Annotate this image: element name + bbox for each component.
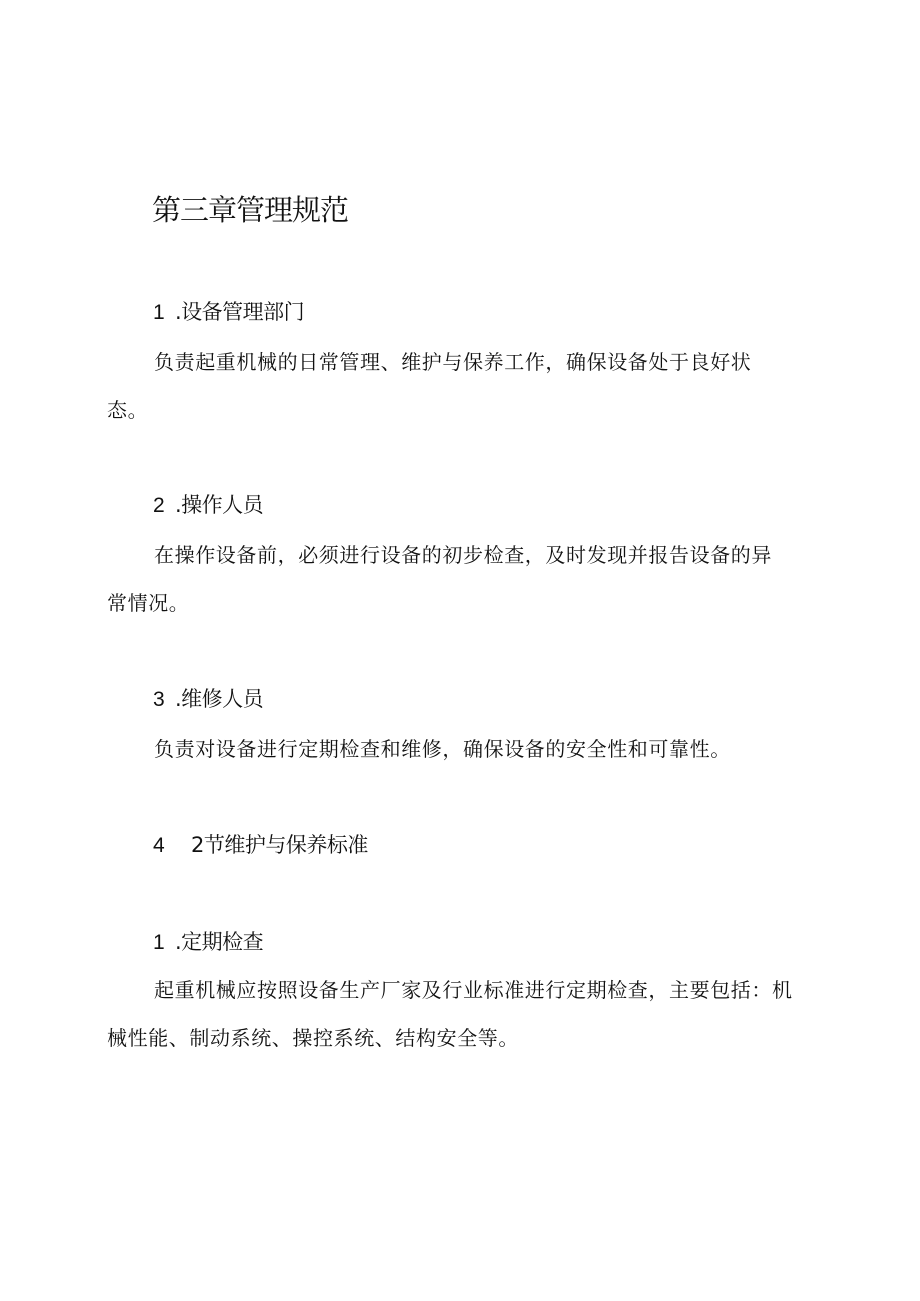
paragraph-line: 常情况。 [107, 591, 190, 615]
paragraph-line: 负责起重机械的日常管理、维护与保养工作，确保设备处于良好状 [154, 350, 752, 374]
section-heading-equipment-dept [153, 296, 304, 326]
section-heading-operators [153, 489, 263, 519]
section-title: .设备管理部门 [175, 300, 305, 324]
paragraph-line: 械性能、制动系统、操控系统、结构安全等。 [107, 1026, 519, 1050]
section-heading-periodic-inspection [153, 926, 263, 956]
paragraph-line: 负责对设备进行定期检查和维修，确保设备的安全性和可靠性。 [154, 737, 731, 761]
paragraph-line: 态。 [107, 398, 149, 422]
subchapter-title: 2节维护与保养标准 [191, 833, 368, 857]
subchapter-heading [153, 829, 368, 859]
section-title: .操作人员 [175, 493, 264, 517]
subchapter-number: 4 [153, 834, 165, 857]
section-number: 1 [153, 301, 165, 324]
section-number: 2 [153, 494, 165, 517]
section-number: 1 [153, 931, 165, 954]
section-title: .维修人员 [175, 687, 264, 711]
section-title: .定期检查 [175, 930, 264, 954]
paragraph-line: 在操作设备前，必须进行设备的初步检查，及时发现并报告设备的异 [154, 543, 772, 567]
paragraph-line: 起重机械应按照设备生产厂家及行业标准进行定期检查，主要包括：机 [154, 978, 793, 1002]
chapter-title: 第三章管理规范 [152, 193, 349, 227]
section-heading-maintenance-staff [153, 683, 263, 713]
section-number: 3 [153, 688, 165, 711]
